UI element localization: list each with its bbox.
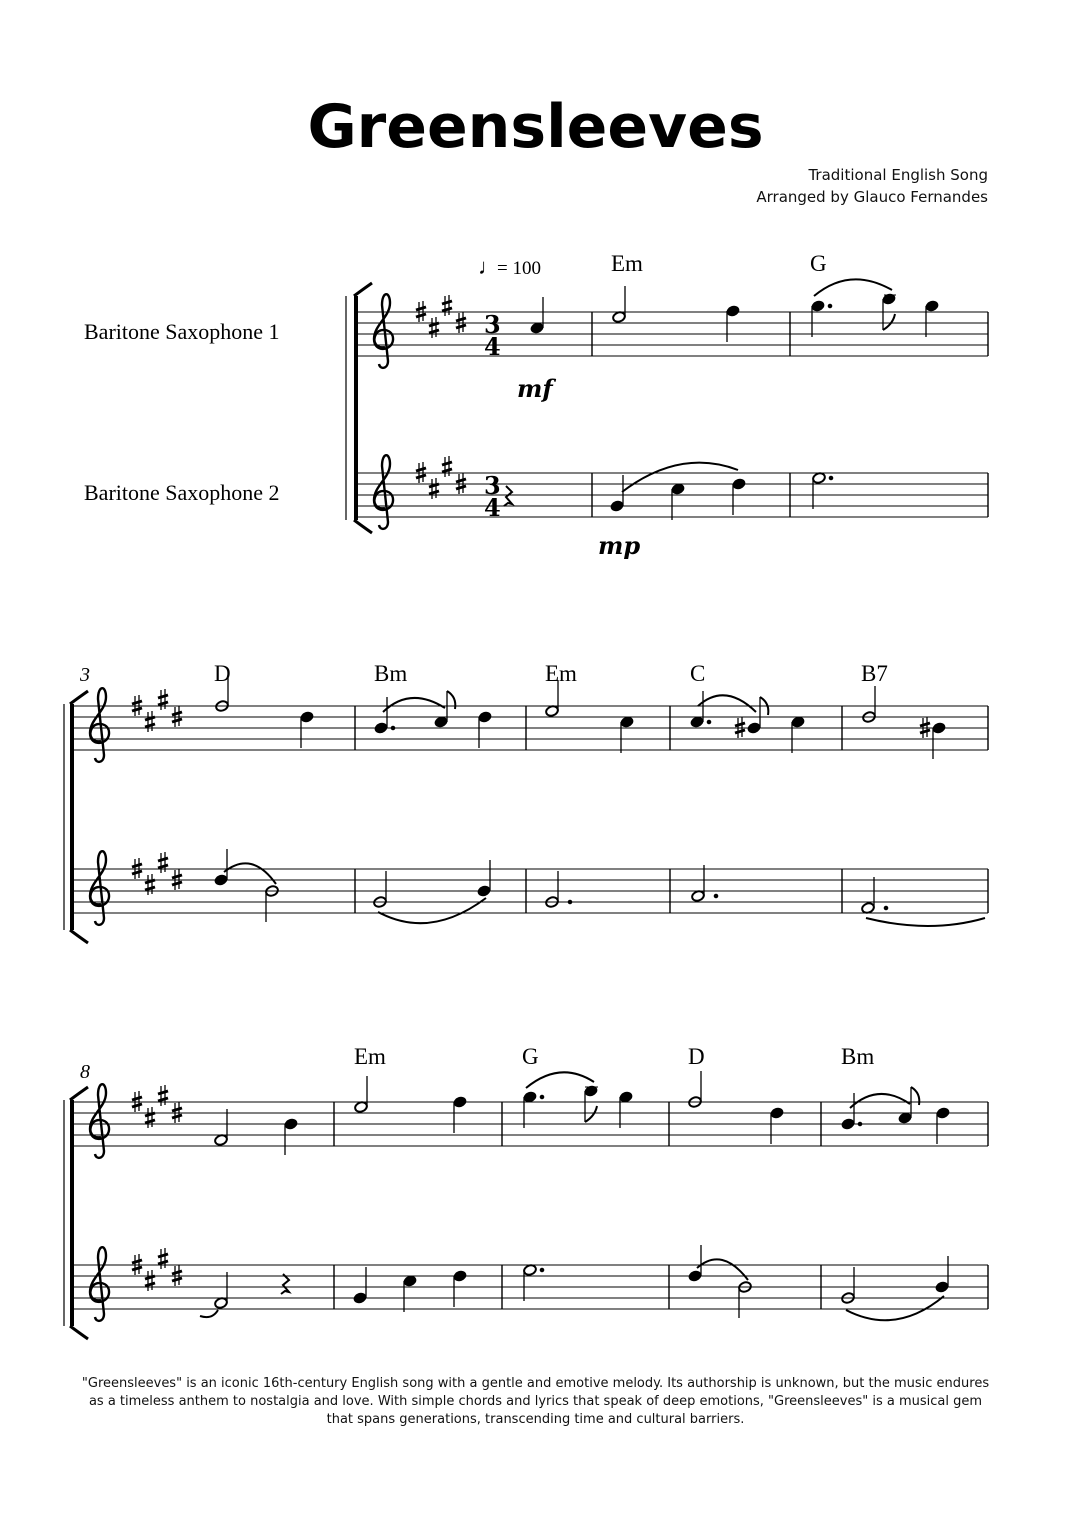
measure-number: 8	[80, 1061, 90, 1083]
chord-symbol: Bm	[374, 661, 408, 686]
arranger-line: Arranged by Glauco Fernandes	[756, 188, 988, 206]
measure-number: 3	[80, 664, 90, 686]
instrument-label-1: Baritone Saxophone 1	[84, 319, 280, 344]
tempo-note-icon: ♩	[478, 254, 500, 279]
time-sig-bottom: 4	[484, 493, 501, 522]
chord-symbol: G	[522, 1044, 539, 1069]
time-sig-bottom: 4	[484, 332, 501, 361]
dynamic-marking: mp	[598, 531, 641, 560]
chord-symbol: Em	[354, 1044, 386, 1069]
tempo-mark: = 100	[497, 258, 541, 279]
chord-symbol: Em	[545, 661, 577, 686]
time-sig-top: 3	[484, 471, 501, 500]
chord-symbol: D	[688, 1044, 705, 1069]
instrument-label-2: Baritone Saxophone 2	[84, 480, 280, 505]
description-footer: "Greensleeves" is an iconic 16th-century English song with a gentle and emotive melody. Its authorship is unknown, but the music endures as a timeless anthem to nostalgia and love. With simple chords and lyrics that speak of deep emotions, "Greensleeves" is a musical gem that spans generations, transcending time and cultural barriers.	[81, 1376, 990, 1427]
chord-symbol: B7	[861, 661, 888, 686]
system-1	[84, 251, 988, 560]
composer-line: Traditional English Song	[808, 166, 988, 184]
chord-symbol: G	[810, 251, 827, 276]
chord-symbol: Bm	[841, 1044, 875, 1069]
dynamic-marking: mf	[517, 374, 553, 403]
score-title: Greensleeves	[307, 92, 764, 162]
chord-symbol: Em	[611, 251, 643, 276]
system-2	[64, 661, 988, 943]
chord-symbol: D	[214, 661, 231, 686]
time-sig-top: 3	[484, 310, 501, 339]
chord-symbol: C	[690, 661, 706, 686]
system-3	[64, 1044, 988, 1339]
